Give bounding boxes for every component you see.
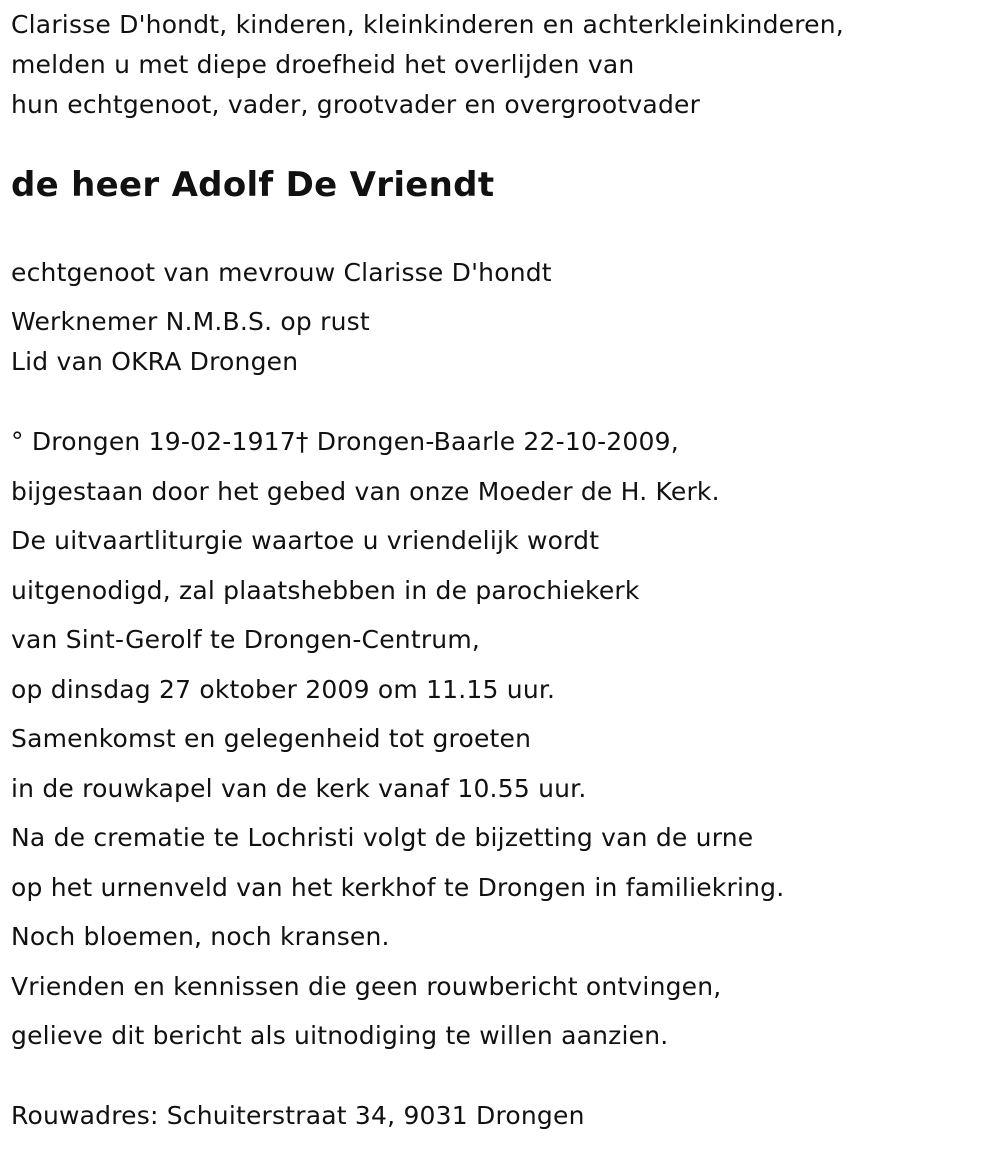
detail-spouse: echtgenoot van mevrouw Clarisse D'hondt <box>11 258 552 287</box>
detail-membership: Lid van OKRA Drongen <box>11 347 299 376</box>
intro-line-3: hun echtgenoot, vader, grootvader en overgrootvader <box>11 90 701 119</box>
body-line-7: Samenkomst en gelegenheid tot groeten <box>11 724 532 753</box>
body-line-8: in de rouwkapel van de kerk vanaf 10.55 uur. <box>11 774 587 803</box>
deceased-name: de heer Adolf De Vriendt <box>11 165 495 205</box>
body-line-5: van Sint-Gerolf te Drongen-Centrum, <box>11 625 481 654</box>
body-line-3: De uitvaartliturgie waartoe u vriendelijk wordt <box>11 526 600 555</box>
intro-line-1: Clarisse D'hondt, kinderen, kleinkinderen en achterkleinkinderen, <box>11 10 844 39</box>
birth-death-line: ° Drongen 19-02-1917† Drongen-Baarle 22-10-2009, <box>11 427 679 456</box>
detail-occupation: Werknemer N.M.B.S. op rust <box>11 307 370 336</box>
body-line-6: op dinsdag 27 oktober 2009 om 11.15 uur. <box>11 675 556 704</box>
body-line-10: op het urnenveld van het kerkhof te Drongen in familiekring. <box>11 873 785 902</box>
body-line-13: gelieve dit bericht als uitnodiging te willen aanzien. <box>11 1021 669 1050</box>
body-line-12: Vrienden en kennissen die geen rouwbericht ontvingen, <box>11 972 722 1001</box>
body-line-2: bijgestaan door het gebed van onze Moeder de H. Kerk. <box>11 477 720 506</box>
intro-line-2: melden u met diepe droefheid het overlijden van <box>11 50 635 79</box>
mourning-address: Rouwadres: Schuiterstraat 34, 9031 Drongen <box>11 1101 585 1130</box>
body-line-11: Noch bloemen, noch kransen. <box>11 922 390 951</box>
body-line-9: Na de crematie te Lochristi volgt de bijzetting van de urne <box>11 823 754 852</box>
body-line-4: uitgenodigd, zal plaatshebben in de parochiekerk <box>11 576 640 605</box>
